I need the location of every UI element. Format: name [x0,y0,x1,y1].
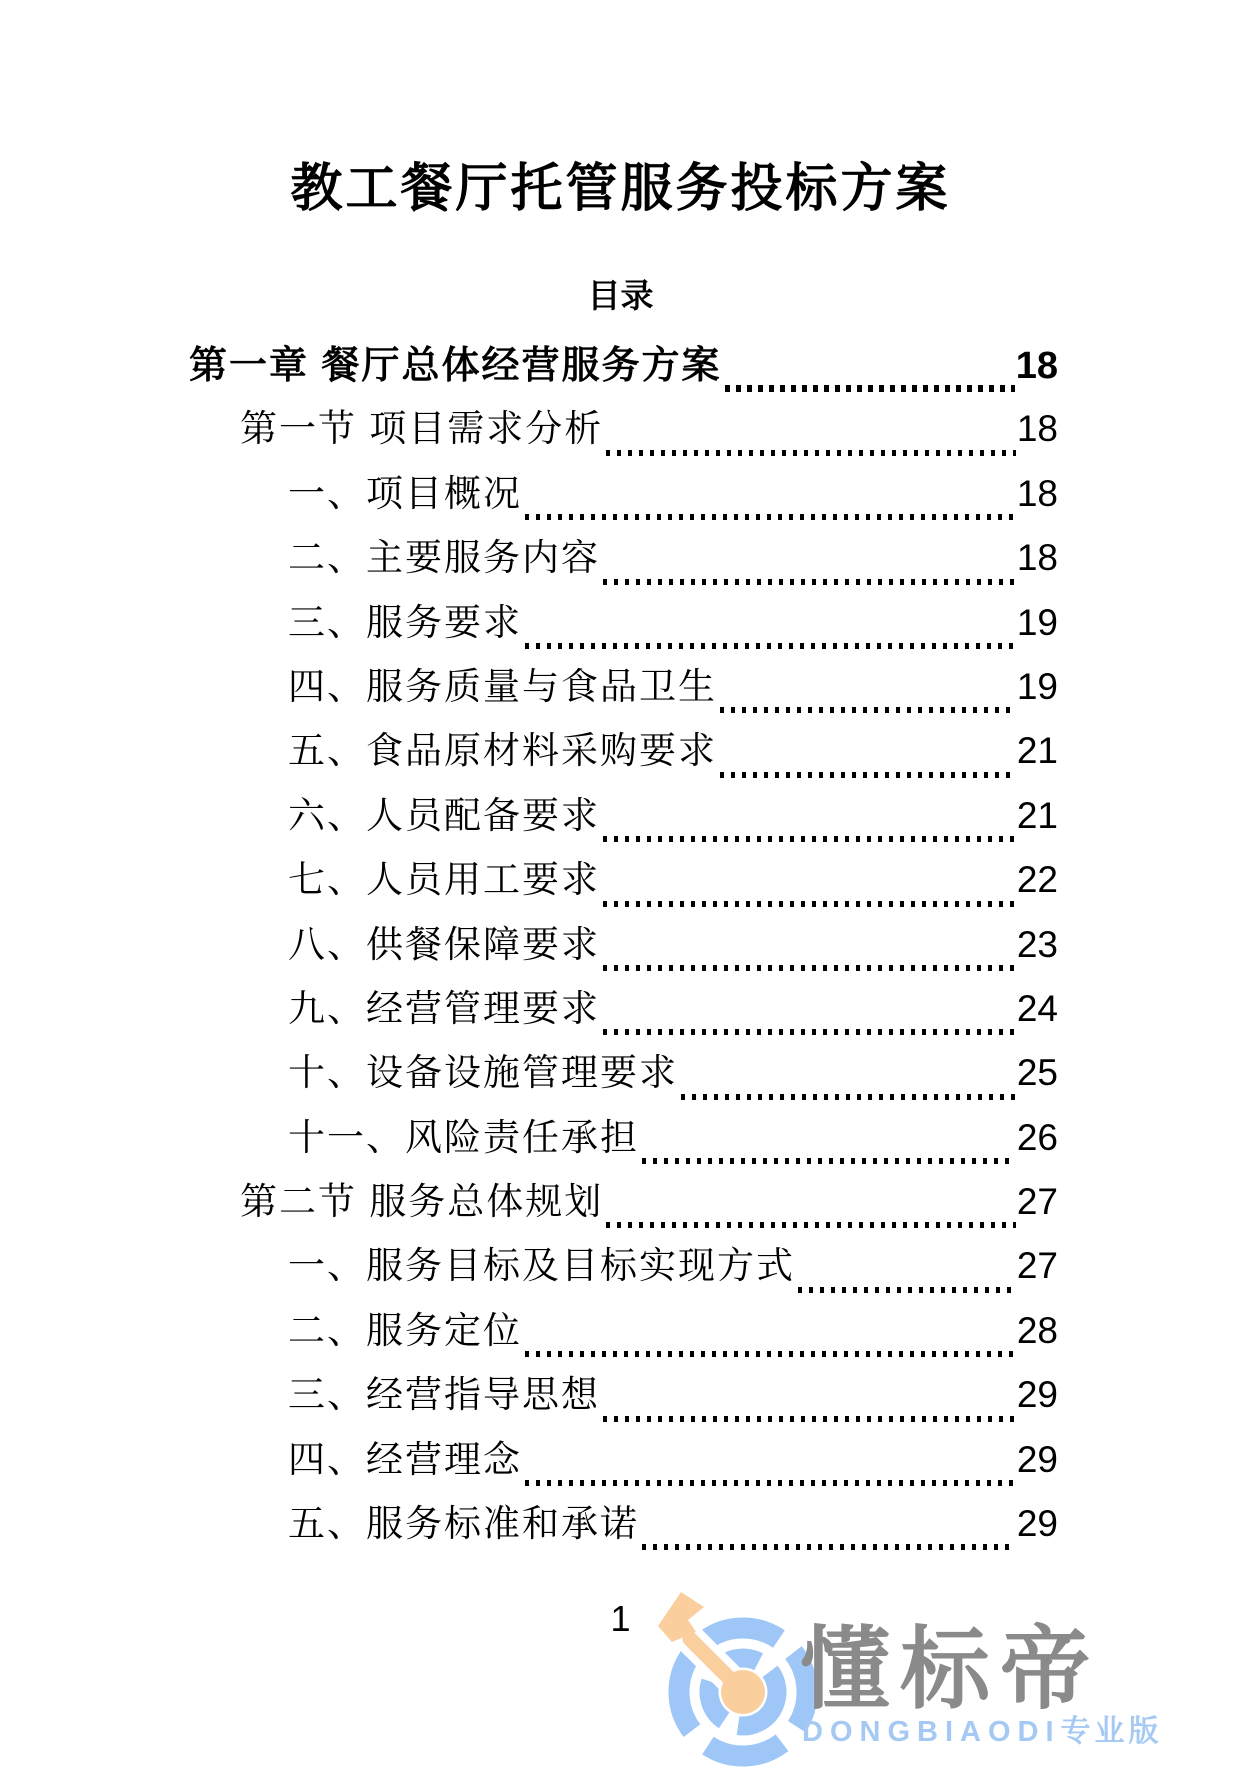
toc-entry[interactable] [189,1042,1058,1106]
toc-entry-label: 四、服务质量与食品卫生 [288,665,717,707]
toc-entry-label: 二、主要服务内容 [288,537,600,579]
toc-entry-page: 27 [1016,1245,1058,1287]
toc-entry-page: 28 [1016,1309,1058,1351]
toc-entry-label: 第一节 项目需求分析 [240,408,604,450]
dot-leader [603,836,1016,842]
toc-entry[interactable] [189,334,1058,398]
dot-leader [603,1029,1016,1035]
dot-leader [603,901,1016,907]
watermark-edition-label: 专业版 [1060,1715,1163,1748]
toc-entry[interactable] [189,1493,1058,1557]
toc-entry-label: 三、服务要求 [288,601,522,643]
toc-entry[interactable] [189,849,1058,913]
toc-entry-label: 四、经营理念 [288,1438,522,1480]
toc-entry-page: 26 [1016,1116,1058,1158]
dot-leader [603,1416,1016,1422]
toc-entry-label: 八、供餐保障要求 [288,923,600,965]
toc-entry-page: 21 [1016,794,1058,836]
toc-entry[interactable] [189,398,1058,462]
dot-leader [525,643,1016,649]
dot-leader [642,1544,1016,1550]
toc-entry-page: 22 [1016,859,1058,901]
toc-entry-page: 27 [1016,1181,1058,1223]
dot-leader [681,1094,1016,1100]
dot-leader [525,1480,1016,1486]
toc-entry-page: 25 [1016,1052,1058,1094]
watermark-brand-text: 懂标帝 [800,1620,1100,1720]
toc-entry-label: 三、经营指导思想 [288,1374,600,1416]
toc-entry-page: 29 [1016,1503,1058,1545]
toc-entry-page: 18 [1016,408,1058,450]
document-title: 教工餐厅托管服务投标方案 [290,160,951,218]
toc-entry-page: 19 [1016,601,1058,643]
toc-entry[interactable] [189,785,1058,849]
toc-entry-label: 五、食品原材料采购要求 [288,730,717,772]
page-number: 1 [610,1598,631,1639]
dot-leader [606,1222,1016,1228]
toc-entry-label: 十一、风险责任承担 [288,1116,639,1158]
toc-entry[interactable] [189,720,1058,784]
toc-entry-page: 23 [1016,923,1058,965]
toc-entry-page: 18 [1016,537,1058,579]
toc-entry[interactable] [189,914,1058,978]
toc-entry[interactable] [189,1364,1058,1428]
toc-entry-page: 19 [1016,665,1058,707]
dot-leader [525,514,1016,520]
dot-leader [603,579,1016,585]
table-of-contents [189,334,1058,1557]
toc-entry[interactable] [189,592,1058,656]
toc-entry-label: 七、人员用工要求 [288,859,600,901]
dot-leader [642,1158,1016,1164]
toc-entry-page: 24 [1016,987,1058,1029]
toc-entry[interactable] [189,656,1058,720]
toc-entry-label: 二、服务定位 [288,1309,522,1351]
toc-entry[interactable] [189,1300,1058,1364]
toc-entry-label: 九、经营管理要求 [288,987,600,1029]
toc-entry[interactable] [189,463,1058,527]
toc-heading: 目录 [587,277,654,314]
toc-entry-page: 29 [1016,1374,1058,1416]
toc-entry[interactable] [189,1107,1058,1171]
watermark-subtitle [802,1706,1163,1750]
toc-entry-page: 21 [1016,730,1058,772]
dot-leader [720,707,1016,713]
toc-entry-label: 六、人员配备要求 [288,794,600,836]
toc-entry[interactable] [189,978,1058,1042]
toc-entry-label: 五、服务标准和承诺 [288,1503,639,1545]
toc-entry[interactable] [189,1429,1058,1493]
dot-leader [798,1287,1016,1293]
dot-leader [725,385,1015,392]
dot-leader [606,450,1016,456]
toc-entry-label: 第一章 餐厅总体经营服务方案 [189,345,722,387]
toc-entry[interactable] [189,1235,1058,1299]
dot-leader [720,772,1016,778]
toc-entry-label: 一、项目概况 [288,472,522,514]
toc-entry-page: 29 [1016,1438,1058,1480]
toc-entry-label: 十、设备设施管理要求 [288,1052,678,1094]
toc-entry-label: 一、服务目标及目标实现方式 [288,1245,795,1287]
dot-leader [603,965,1016,971]
toc-entry-label: 第二节 服务总体规划 [240,1181,604,1223]
toc-entry-page: 18 [1015,345,1058,387]
toc-entry[interactable] [189,1171,1058,1235]
toc-entry-page: 18 [1016,472,1058,514]
watermark-brand-latin: DONGBIAODI [802,1716,1061,1748]
toc-entry[interactable] [189,527,1058,591]
dot-leader [525,1351,1016,1357]
